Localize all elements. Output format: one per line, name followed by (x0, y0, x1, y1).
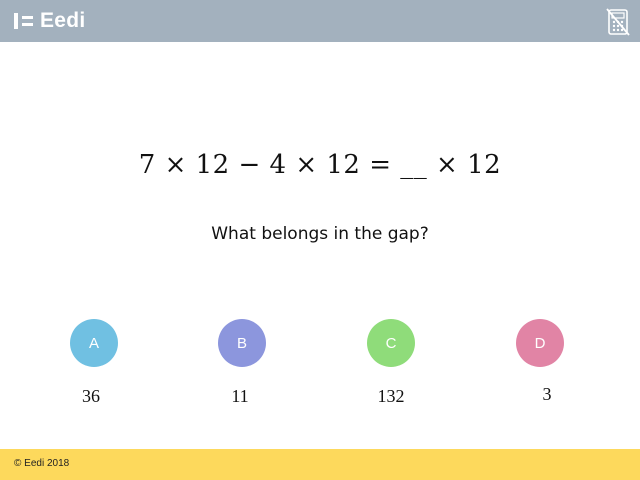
option-d-button[interactable] (516, 319, 564, 367)
footer-bar (0, 449, 640, 480)
option-d-value: 3 (542, 384, 552, 404)
option-a-button[interactable] (70, 319, 118, 367)
option-c-value: 132 (377, 386, 405, 406)
header-bar (0, 0, 640, 42)
no-calculator-icon (606, 8, 630, 36)
eedi-logo-icon (14, 11, 34, 31)
option-c-letter: C (385, 334, 397, 352)
option-a-value: 36 (82, 386, 100, 406)
option-b-value: 11 (231, 386, 249, 406)
option-d-letter: D (534, 334, 546, 352)
equation: 7 × 12 − 4 × 12 = __ × 12 (138, 150, 502, 180)
option-b-letter: B (236, 334, 247, 352)
question-prompt: What belongs in the gap? (211, 224, 429, 244)
copyright-text: © Eedi 2018 (14, 458, 70, 469)
option-a-letter: A (88, 334, 99, 352)
eedi-logo (14, 8, 86, 34)
brand-name: Eedi (40, 9, 86, 32)
option-b-button[interactable] (218, 319, 266, 367)
option-c-button[interactable] (367, 319, 415, 367)
